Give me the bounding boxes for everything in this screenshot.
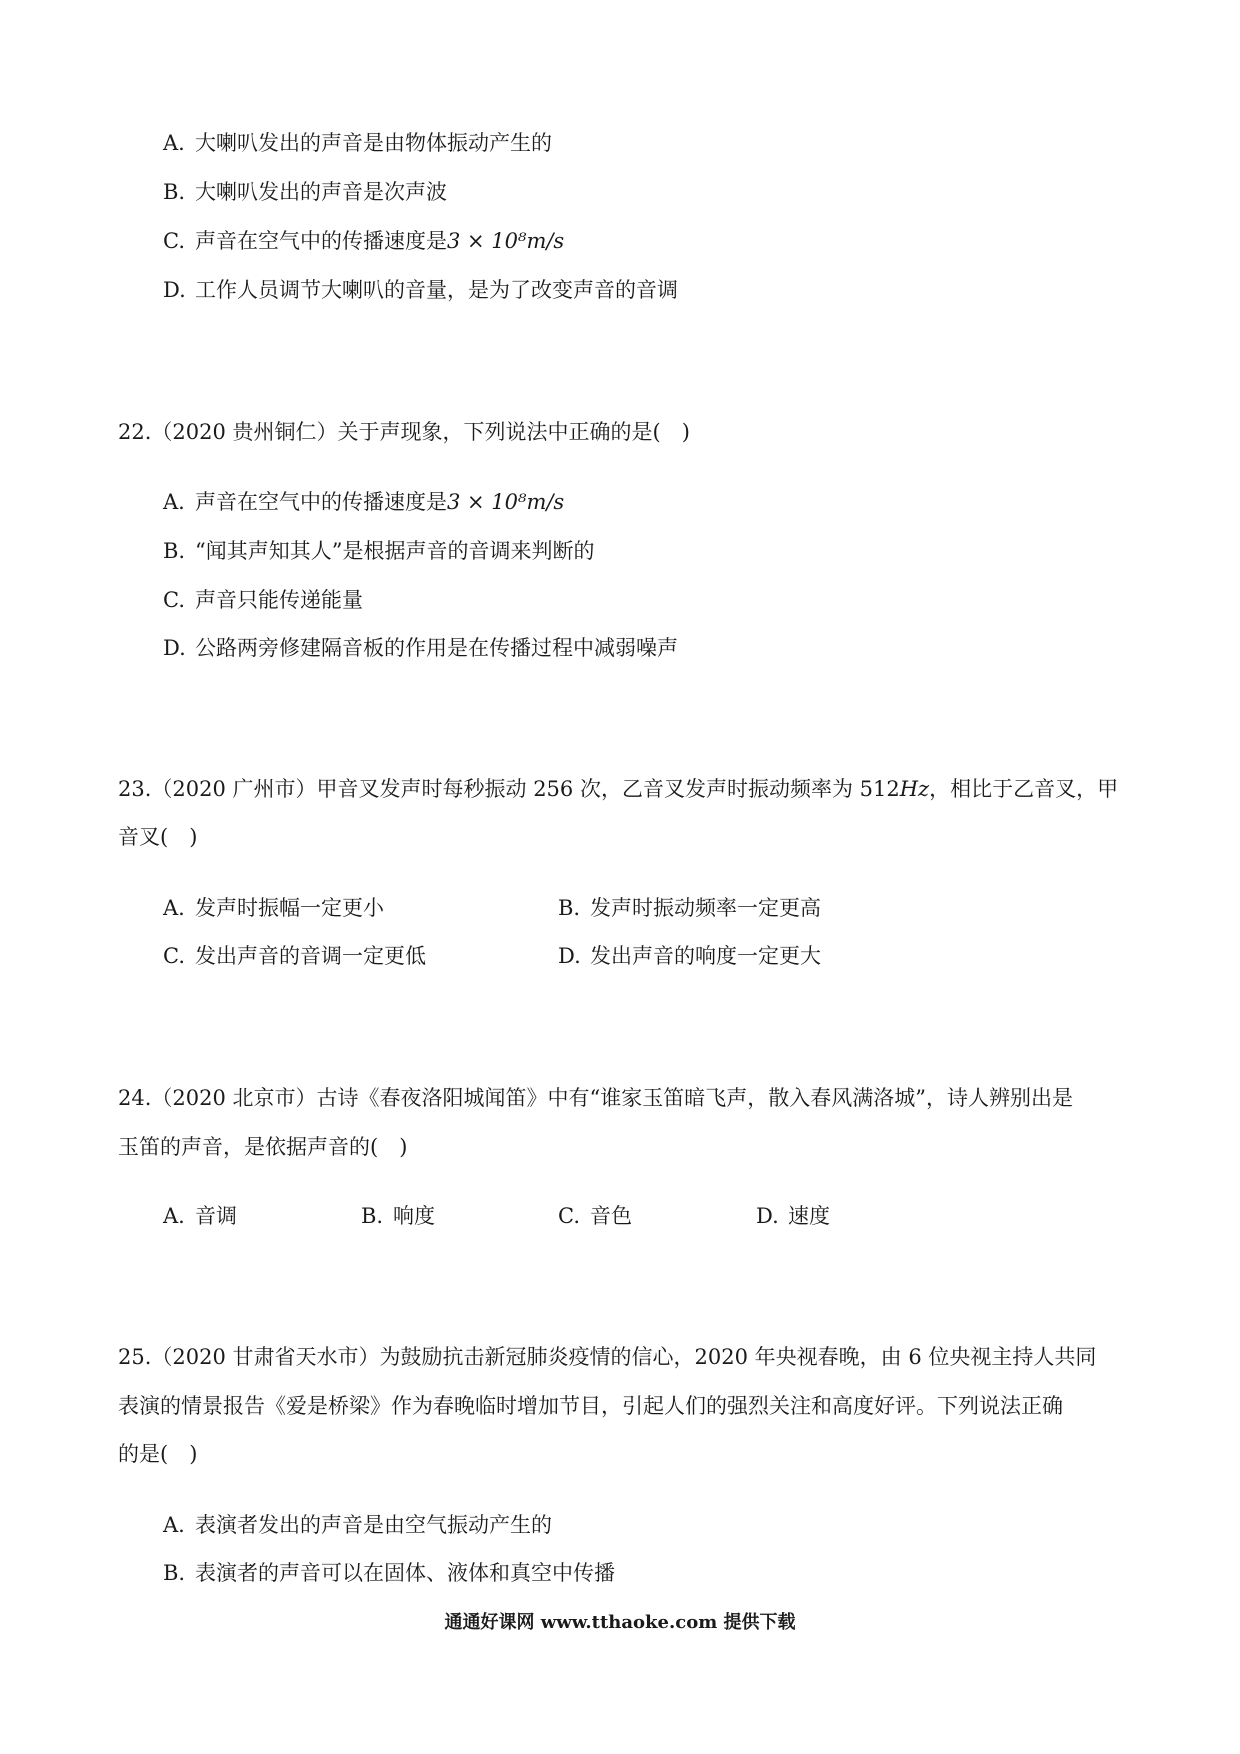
option-text: 音色 [590, 1204, 632, 1228]
question-text: 表演的情景报告《爱是桥梁》作为春晚临时增加节目，引起人们的强烈关注和高度好评。下列说法正确 [118, 1394, 1063, 1418]
option-text: “闻其声知其人”是根据声音的音调来判断的 [195, 539, 595, 563]
question-number: 22. [118, 420, 152, 444]
q23-option-c [163, 942, 426, 970]
speed-formula: 3 × 10⁸m/s [447, 490, 565, 514]
speed-formula: 3 × 10⁸m/s [447, 229, 565, 253]
q25-option-a [163, 1511, 552, 1539]
option-text: 速度 [788, 1204, 830, 1228]
option-text: 发出声音的响度一定更大 [590, 944, 821, 968]
q25-stem-line-3 [118, 1440, 197, 1468]
question-text: （2020 北京市）古诗《春夜洛阳城闻笛》中有“谁家玉笛暗飞声，散入春风满洛城”，诗人辨别出是 [151, 1086, 1073, 1110]
q25-stem-line-2 [118, 1392, 1063, 1420]
option-text: 公路两旁修建隔音板的作用是在传播过程中减弱噪声 [195, 636, 678, 660]
option-text: 发声时振幅一定更小 [195, 896, 384, 920]
option-label: C. [163, 588, 185, 612]
q23-option-b [558, 894, 821, 922]
question-text: （2020 甘肃省天水市）为鼓励抗击新冠肺炎疫情的信心，2020 年央视春晚，由 6 位央视主持人共同 [151, 1345, 1097, 1369]
option-text: 工作人员调节大喇叭的音量，是为了改变声音的音调 [195, 278, 678, 302]
option-label: C. [558, 1204, 580, 1228]
q24-option-b [361, 1202, 435, 1230]
option-text: 响度 [393, 1204, 435, 1228]
q22-option-d [163, 634, 678, 662]
option-label: A. [163, 1513, 185, 1537]
q23-option-d [558, 942, 821, 970]
q22-option-b [163, 537, 594, 565]
option-text: 大喇叭发出的声音是由物体振动产生的 [195, 131, 552, 155]
option-label: A. [163, 490, 185, 514]
question-number: 24. [118, 1086, 152, 1110]
q22-option-a [163, 488, 564, 516]
option-label: D. [558, 944, 581, 968]
q24-option-d [756, 1202, 830, 1230]
question-text: 音叉( ) [118, 825, 198, 849]
page-footer: 通通好课网 www.tthaoke.com 提供下载 [444, 1612, 796, 1633]
option-text: 声音在空气中的传播速度是 [195, 229, 447, 253]
option-label: A. [163, 1204, 185, 1228]
option-label: B. [361, 1204, 384, 1228]
q21-option-b [163, 178, 447, 206]
q21-option-a [163, 129, 552, 157]
option-label: C. [163, 229, 185, 253]
question-text: 玉笛的声音，是依据声音的( ) [118, 1135, 408, 1159]
option-text: 表演者的声音可以在固体、液体和真空中传播 [195, 1561, 615, 1585]
option-text: 发出声音的音调一定更低 [195, 944, 426, 968]
q23-stem-line-2 [118, 823, 197, 851]
q25-option-b [163, 1559, 615, 1587]
q22-stem [118, 418, 690, 446]
q24-stem-line-1 [118, 1084, 1073, 1112]
option-text: 声音在空气中的传播速度是 [195, 490, 447, 514]
option-label: B. [558, 896, 581, 920]
option-label: D. [163, 636, 186, 660]
q21-option-d [163, 276, 678, 304]
option-label: D. [163, 278, 186, 302]
q23-option-a [163, 894, 384, 922]
q23-stem-line-1 [118, 775, 1118, 803]
question-text-cont: ，相比于乙音叉，甲 [929, 777, 1119, 801]
q21-option-c [163, 227, 564, 255]
question-number: 23. [118, 777, 152, 801]
option-text: 声音只能传递能量 [195, 588, 363, 612]
question-text: 的是( ) [118, 1442, 198, 1466]
option-text: 发声时振动频率一定更高 [590, 896, 821, 920]
q24-stem-line-2 [118, 1133, 407, 1161]
frequency-unit: Hz [899, 777, 930, 801]
option-label: B. [163, 180, 186, 204]
q22-option-c [163, 586, 363, 614]
option-text: 大喇叭发出的声音是次声波 [195, 180, 447, 204]
q24-option-a [163, 1202, 237, 1230]
option-text: 表演者发出的声音是由空气振动产生的 [195, 1513, 552, 1537]
option-label: B. [163, 1561, 186, 1585]
q25-stem-line-1 [118, 1343, 1096, 1371]
option-label: B. [163, 539, 186, 563]
option-text: 音调 [195, 1204, 237, 1228]
option-label: A. [163, 896, 185, 920]
question-text: （2020 广州市）甲音叉发声时每秒振动 256 次，乙音叉发声时振动频率为 512 [151, 777, 900, 801]
question-text: （2020 贵州铜仁）关于声现象，下列说法中正确的是( ) [151, 420, 690, 444]
option-label: A. [163, 131, 185, 155]
question-number: 25. [118, 1345, 152, 1369]
option-label: C. [163, 944, 185, 968]
q24-option-c [558, 1202, 632, 1230]
option-label: D. [756, 1204, 779, 1228]
